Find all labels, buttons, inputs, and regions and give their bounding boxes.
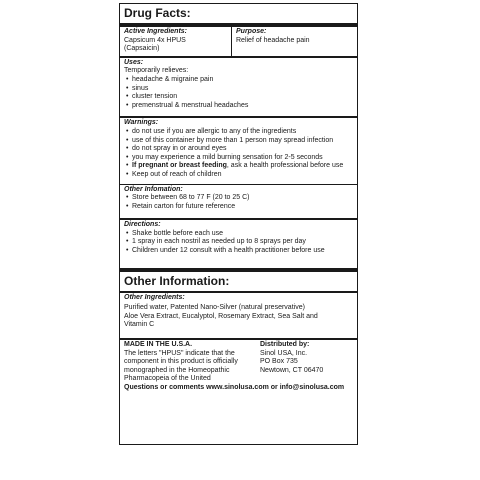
uses-list bbox=[124, 76, 353, 110]
hpus-note-line: The letters "HPUS" indicate that the bbox=[124, 349, 235, 357]
made-in-usa-heading: MADE IN THE U.S.A. bbox=[124, 341, 193, 349]
uses-intro: Temporarily relieves: bbox=[124, 67, 189, 75]
distributor-line: PO Box 735 bbox=[260, 358, 298, 366]
pregnant-warning-text: , ask a health professional before use bbox=[226, 162, 344, 170]
warnings-heading: Warnings: bbox=[124, 119, 159, 127]
other-ingredients-heading: Other Ingredients: bbox=[124, 293, 185, 301]
hpus-note-line: component in this product is officially bbox=[124, 358, 238, 366]
active-ingredient-line: (Capsaicin) bbox=[124, 45, 160, 53]
other-infomation-list bbox=[124, 194, 353, 211]
active-ingredient-line: Capsicum 4x HPUS bbox=[124, 36, 186, 44]
other-ingredients-line: Purified water, Patented Nano-Silver (natural preservative) bbox=[124, 304, 305, 312]
hpus-note-line: monographed in the Homeopathic bbox=[124, 366, 230, 374]
list-item: • sinus bbox=[124, 85, 353, 94]
drug-facts-panel bbox=[119, 3, 358, 445]
list-item: • Children under 12 consult with a health practitioner before use bbox=[124, 247, 353, 256]
drug-facts-title: Drug Facts: bbox=[124, 6, 191, 20]
other-infomation-heading: Other Infomation: bbox=[124, 185, 183, 193]
list-item: • do not spray in or around eyes bbox=[124, 145, 353, 154]
list-item: • use of this container by more than 1 person may spread infection bbox=[124, 137, 353, 146]
active-ingredients-heading: Active Ingredients: bbox=[124, 28, 188, 35]
other-infomation-section bbox=[124, 185, 353, 214]
distributed-by-block bbox=[256, 340, 357, 384]
list-item: • 1 spray in each nostril as needed up to 8 sprays per day bbox=[124, 238, 353, 247]
other-ingredients-line: Vitamin C bbox=[124, 321, 155, 329]
active-ingredients-block bbox=[120, 27, 232, 56]
list-item: • cluster tension bbox=[124, 93, 353, 102]
directions-section bbox=[124, 220, 353, 257]
list-item: • Keep out of reach of children bbox=[124, 171, 353, 180]
list-item bbox=[124, 162, 353, 171]
questions-contact-line: Questions or comments www.sinolusa.com or info@sinolusa.com bbox=[124, 384, 345, 391]
made-distributed-row bbox=[120, 340, 357, 384]
uses-heading: Uses: bbox=[124, 58, 144, 66]
directions-list bbox=[124, 230, 353, 256]
warnings-section bbox=[124, 118, 353, 181]
other-information-title: Other Information: bbox=[124, 273, 230, 288]
distributor-line: Sinol USA, Inc. bbox=[260, 349, 308, 357]
list-item: • you may experience a mild burning sensation for 2-5 seconds bbox=[124, 154, 353, 163]
hpus-note-line: Pharmacopeia of the United bbox=[124, 375, 211, 383]
uses-section bbox=[124, 58, 353, 113]
other-ingredients-section bbox=[124, 293, 353, 332]
made-in-usa-block bbox=[120, 340, 256, 384]
list-item: • Store between 68 to 77 F (20 to 25 C) bbox=[124, 194, 353, 203]
pregnant-warning-bold: If pregnant or breast feeding bbox=[132, 162, 227, 170]
list-item: • Retain carton for future reference bbox=[124, 203, 353, 212]
other-ingredients-line: Aloe Vera Extract, Eucalyptol, Rosemary Extract, Sea Salt and bbox=[124, 312, 318, 320]
purpose-block bbox=[232, 27, 357, 56]
purpose-text: Relief of headache pain bbox=[236, 36, 310, 44]
warnings-list bbox=[124, 128, 353, 180]
distributed-by-heading: Distributed by: bbox=[260, 341, 310, 349]
list-item: • do not use if you are allergic to any of the ingredients bbox=[124, 128, 353, 137]
active-purpose-row bbox=[120, 27, 357, 56]
purpose-heading: Purpose: bbox=[236, 28, 267, 35]
directions-heading: Directions: bbox=[124, 221, 161, 229]
list-item: • premenstrual & menstrual headaches bbox=[124, 102, 353, 111]
list-item: • Shake bottle before each use bbox=[124, 230, 353, 239]
list-item: • headache & migraine pain bbox=[124, 76, 353, 85]
distributor-line: Newtown, CT 06470 bbox=[260, 366, 324, 374]
